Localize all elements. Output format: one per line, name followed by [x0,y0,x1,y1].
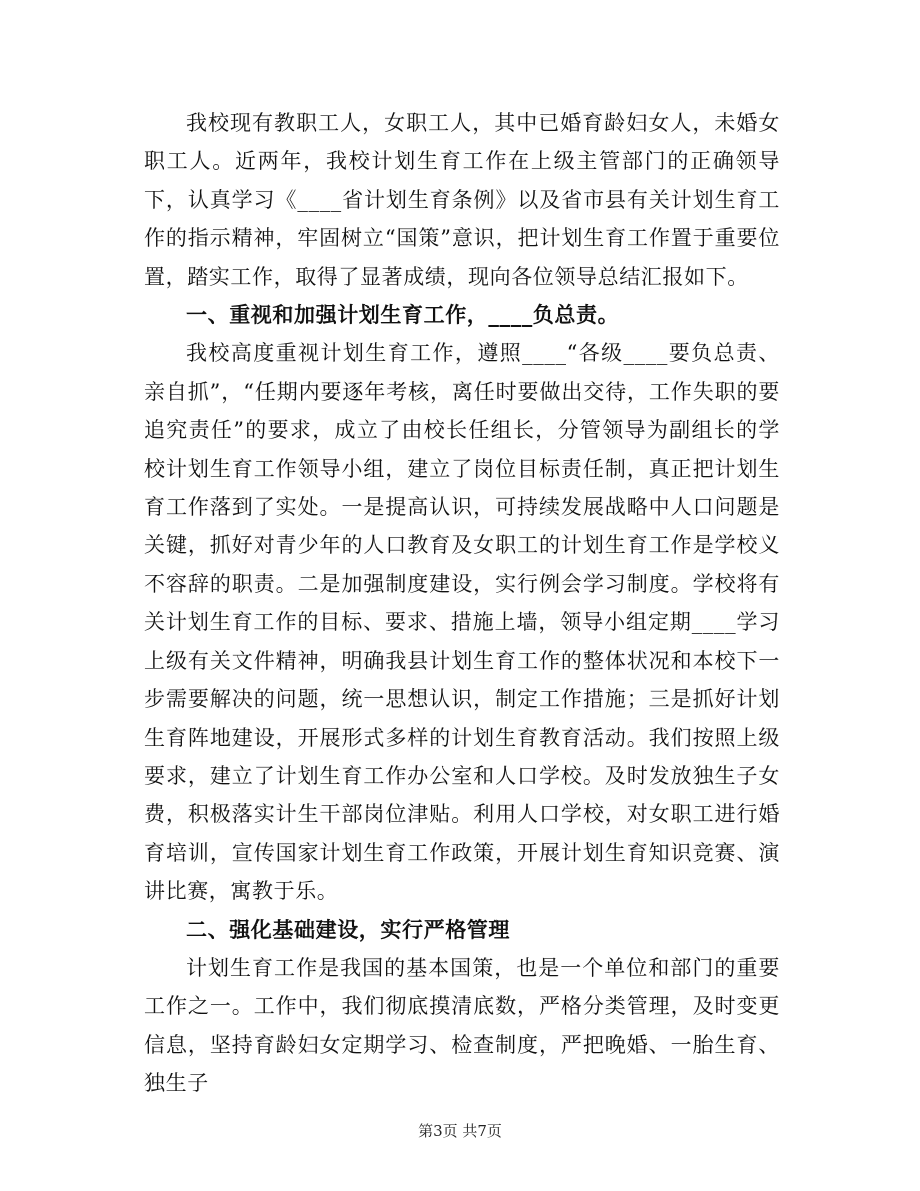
page-number-footer: 第3页 共7页 [418,1122,502,1140]
document-body [144,104,780,1103]
paragraph-section-2: 计划生育工作是我国的基本国策，也是一个单位和部门的重要工作之一。工作中，我们彻底摸清底数，严格分类管理，及时变更信息，坚持育龄妇女定期学习、检查制度，严把晚婚、一胎生育、独生子 [144,955,780,1096]
section-heading-2: 二、强化基础建设，实行严格管理 [186,917,510,942]
section-heading-1: 一、重视和加强计划生育工作，____负总责。 [186,303,620,328]
paragraph-intro: 我校现有教职工人，女职工人，其中已婚育龄妇女人，未婚女职工人。近两年，我校计划生育工作在上级主管部门的正确领导下，认真学习《____省计划生育条例》以及省市县有关计划生育工作的指示精神，牢固树立“国策”意识，把计划生育工作置于重要位置，踏实工作，取得了显著成绩，现向各位领导总结汇报如下。 [144,111,780,289]
paragraph-section-1: 我校高度重视计划生育工作，遵照____“各级____要负总责、亲自抓”，“任期内要逐年考核，离任时要做出交待，工作失职的要追究责任”的要求，成立了由校长任组长，分管领导为副组长的学校计划生育工作领导小组，建立了岗位目标责任制，真正把计划生育工作落到了实处。一是提高认识，可持续发展战略中人口问题是关键，抓好对青少年的人口教育及女职工的计划生育工作是学校义不容辞的职责。二是加强制度建设，实行例会学习制度。学校将有关计划生育工作的目标、要求、措施上墙，领导小组定期____学习上级有关文件精神，明确我县计划生育工作的整体状况和本校下一步需要解决的问题，统一思想认识，制定工作措施；三是抓好计划生育阵地建设，开展形式多样的计划生育教育活动。我们按照上级要求，建立了计划生育工作办公室和人口学校。及时发放独生子女费，积极落实计生干部岗位津贴。利用人口学校，对女职工进行婚育培训，宣传国家计划生育工作政策，开展计划生育知识竞赛、演讲比赛，寓教于乐。 [144,341,780,904]
